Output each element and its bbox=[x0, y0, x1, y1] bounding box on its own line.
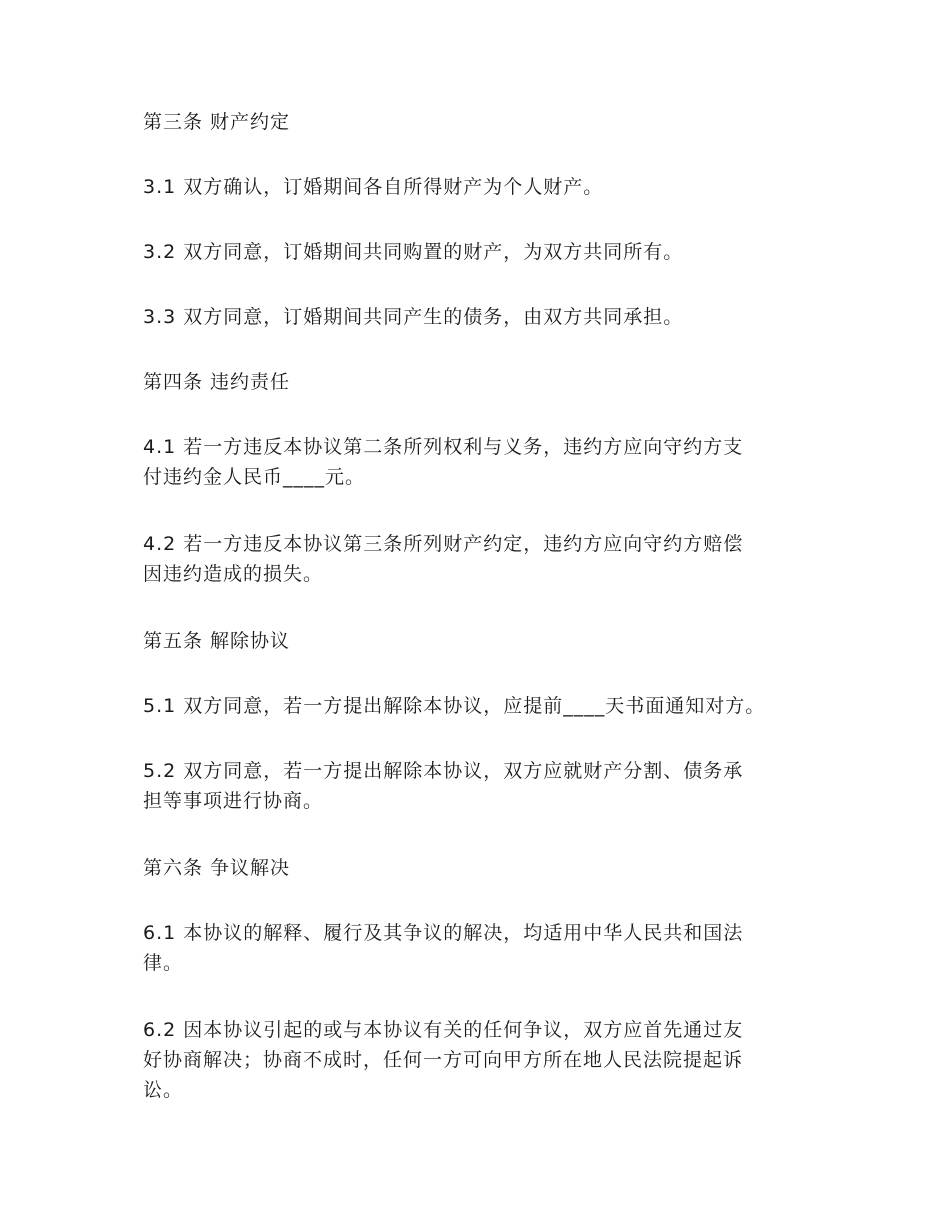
clause-5-2-line-1: 5.2 双方同意，若一方提出解除本协议，双方应就财产分割、债务承 bbox=[143, 760, 744, 782]
article-5-heading-line-1: 第五条 解除协议 bbox=[143, 630, 291, 652]
clause-3-3 bbox=[143, 302, 843, 332]
clause-3-2-line-1: 3.2 双方同意，订婚期间共同购置的财产，为双方共同所有。 bbox=[143, 241, 684, 263]
clause-3-3-line-1: 3.3 双方同意，订婚期间共同产生的债务，由双方共同承担。 bbox=[143, 306, 684, 328]
article-6-heading-line-1: 第六条 争议解决 bbox=[143, 857, 291, 879]
clause-6-1-line-2: 律。 bbox=[143, 952, 184, 974]
article-4-heading-line-1: 第四条 违约责任 bbox=[143, 371, 291, 393]
clause-4-1 bbox=[143, 432, 843, 492]
clause-5-1-line-1: 5.1 双方同意，若一方提出解除本协议，应提前____天书面通知对方。 bbox=[143, 695, 766, 717]
clause-4-1-line-2: 付违约金人民币____元。 bbox=[143, 466, 366, 488]
clause-5-1 bbox=[143, 691, 863, 721]
clause-6-2-line-3: 讼。 bbox=[143, 1079, 184, 1101]
clause-6-2-line-1: 6.2 因本协议引起的或与本协议有关的任何争议，双方应首先通过友 bbox=[143, 1019, 744, 1041]
clause-5-2 bbox=[143, 756, 843, 816]
clause-3-1-line-1: 3.1 双方确认，订婚期间各自所得财产为个人财产。 bbox=[143, 176, 604, 198]
article-3-heading bbox=[143, 107, 843, 137]
article-4-heading bbox=[143, 367, 843, 397]
article-6-heading bbox=[143, 853, 843, 883]
clause-5-2-line-2: 担等事项进行协商。 bbox=[143, 790, 324, 812]
clause-3-2 bbox=[143, 237, 843, 267]
clause-3-1 bbox=[143, 172, 843, 202]
clause-6-2 bbox=[143, 1015, 843, 1105]
clause-6-1-line-1: 6.1 本协议的解释、履行及其争议的解决，均适用中华人民共和国法 bbox=[143, 922, 744, 944]
clause-4-2 bbox=[143, 529, 843, 589]
clause-4-2-line-2: 因违约造成的损失。 bbox=[143, 563, 324, 585]
article-5-heading bbox=[143, 626, 843, 656]
clause-6-1 bbox=[143, 918, 843, 978]
clause-4-2-line-1: 4.2 若一方违反本协议第三条所列财产约定，违约方应向守约方赔偿 bbox=[143, 533, 744, 555]
clause-4-1-line-1: 4.1 若一方违反本协议第二条所列权利与义务，违约方应向守约方支 bbox=[143, 436, 744, 458]
article-3-heading-line-1: 第三条 财产约定 bbox=[143, 111, 291, 133]
clause-6-2-line-2: 好协商解决；协商不成时，任何一方可向甲方所在地人民法院提起诉 bbox=[143, 1049, 744, 1071]
